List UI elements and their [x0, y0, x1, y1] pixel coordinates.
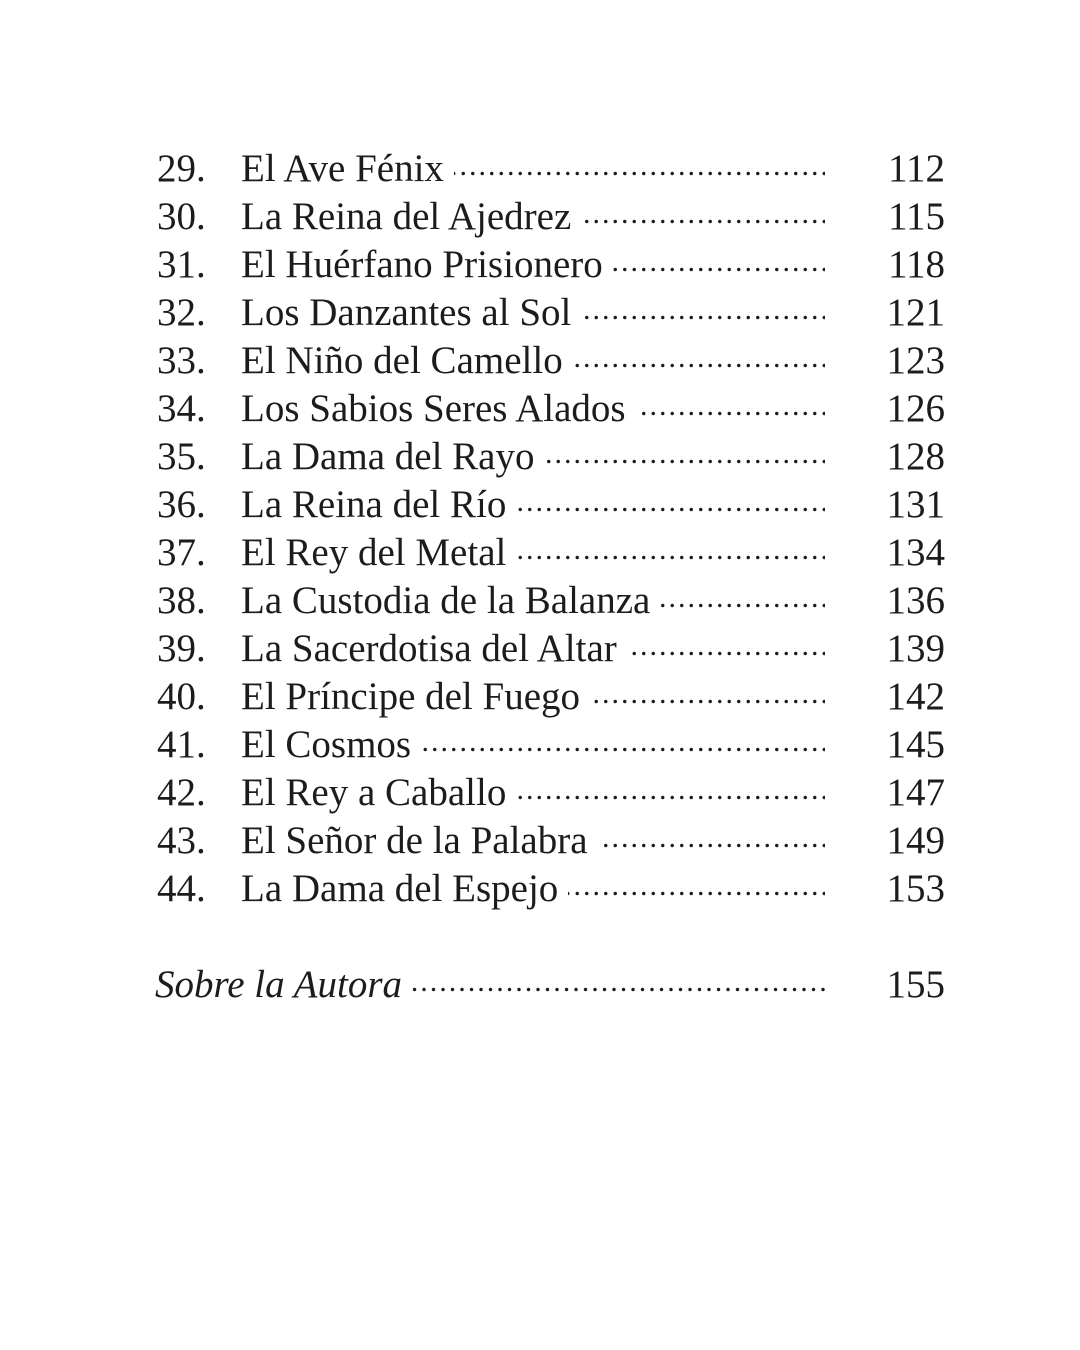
toc-entry-number: 29. [157, 147, 206, 190]
toc-entry[interactable] [155, 529, 945, 577]
toc-entry-page: 118 [887, 243, 945, 286]
toc-entry-number: 42. [157, 771, 206, 814]
toc-entry-about-author[interactable] [155, 961, 945, 1009]
toc-entry-title: El Rey del Metal ..... [241, 529, 825, 577]
toc-entry-title: El Rey a Caballo ..... [241, 769, 825, 817]
toc-entry[interactable] [155, 577, 945, 625]
toc-entry-page: 112 [887, 147, 945, 190]
toc-entry-title: El Príncipe del Fuego ..... [241, 673, 825, 721]
toc-entry-title: El Ave Fénix ..... [241, 145, 825, 193]
toc-entry-number: 37. [157, 531, 206, 574]
toc-entry-title: El Señor de la Palabra ..... [241, 817, 825, 865]
toc-entry[interactable] [155, 289, 945, 337]
toc-entry[interactable] [155, 193, 945, 241]
toc-entry-page: 115 [887, 195, 945, 238]
toc-entry[interactable] [155, 337, 945, 385]
toc-entry-number: 36. [157, 483, 206, 526]
toc-entry-page: 121 [886, 291, 945, 334]
toc-entry-title: La Sacerdotisa del Altar ..... [241, 625, 825, 673]
toc-entry[interactable] [155, 481, 945, 529]
toc-entry[interactable] [155, 673, 945, 721]
toc-entry-page: 147 [886, 771, 945, 814]
toc-entry-list [155, 145, 945, 913]
toc-entry-title: La Dama del Rayo ..... [241, 433, 825, 481]
toc-entry-page: 139 [886, 627, 945, 670]
toc-entry-page: 136 [886, 579, 945, 622]
table-of-contents [155, 145, 945, 1009]
toc-entry-page: 134 [886, 531, 945, 574]
toc-entry-number: 32. [157, 291, 206, 334]
toc-entry[interactable] [155, 817, 945, 865]
toc-entry-page: 131 [886, 483, 945, 526]
toc-spacer [155, 913, 945, 961]
toc-entry[interactable] [155, 433, 945, 481]
toc-entry-number: 34. [157, 387, 206, 430]
toc-entry-title: Los Sabios Seres Alados ..... [241, 385, 825, 433]
toc-entry-number: 41. [157, 723, 206, 766]
toc-entry-page: 128 [886, 435, 945, 478]
toc-entry-number: 31. [157, 243, 206, 286]
toc-entry-title: El Huérfano Prisionero ..... [241, 241, 825, 289]
toc-entry-page: 123 [886, 339, 945, 382]
toc-entry[interactable] [155, 241, 945, 289]
toc-entry-number: 33. [157, 339, 206, 382]
toc-entry-number: 30. [157, 195, 206, 238]
toc-entry[interactable] [155, 721, 945, 769]
toc-entry-title: La Dama del Espejo ..... [241, 865, 825, 913]
toc-entry[interactable] [155, 385, 945, 433]
toc-entry-number: 43. [157, 819, 206, 862]
toc-entry-number: 40. [157, 675, 206, 718]
toc-entry-title: Sobre la Autora ..... [155, 961, 825, 1009]
toc-entry-title: La Reina del Ajedrez ..... [241, 193, 825, 241]
toc-entry-page: 153 [886, 867, 945, 910]
toc-entry-page: 142 [886, 675, 945, 718]
toc-entry-title: El Niño del Camello ..... [241, 337, 825, 385]
toc-entry-page: 126 [886, 387, 945, 430]
toc-entry[interactable] [155, 145, 945, 193]
toc-entry-number: 38. [157, 579, 206, 622]
toc-entry-number: 35. [157, 435, 206, 478]
toc-entry-title: La Reina del Río ..... [241, 481, 825, 529]
toc-entry-title: El Cosmos ..... [241, 721, 825, 769]
toc-entry[interactable] [155, 625, 945, 673]
toc-entry-page: 149 [886, 819, 945, 862]
toc-entry-title: La Custodia de la Balanza ..... [241, 577, 825, 625]
toc-entry-number: 44. [157, 867, 206, 910]
toc-entry-title: Los Danzantes al Sol ..... [241, 289, 825, 337]
toc-entry-page: 145 [886, 723, 945, 766]
toc-entry[interactable] [155, 769, 945, 817]
toc-entry-number: 39. [157, 627, 206, 670]
toc-entry-page: 155 [886, 963, 945, 1006]
toc-entry[interactable] [155, 865, 945, 913]
